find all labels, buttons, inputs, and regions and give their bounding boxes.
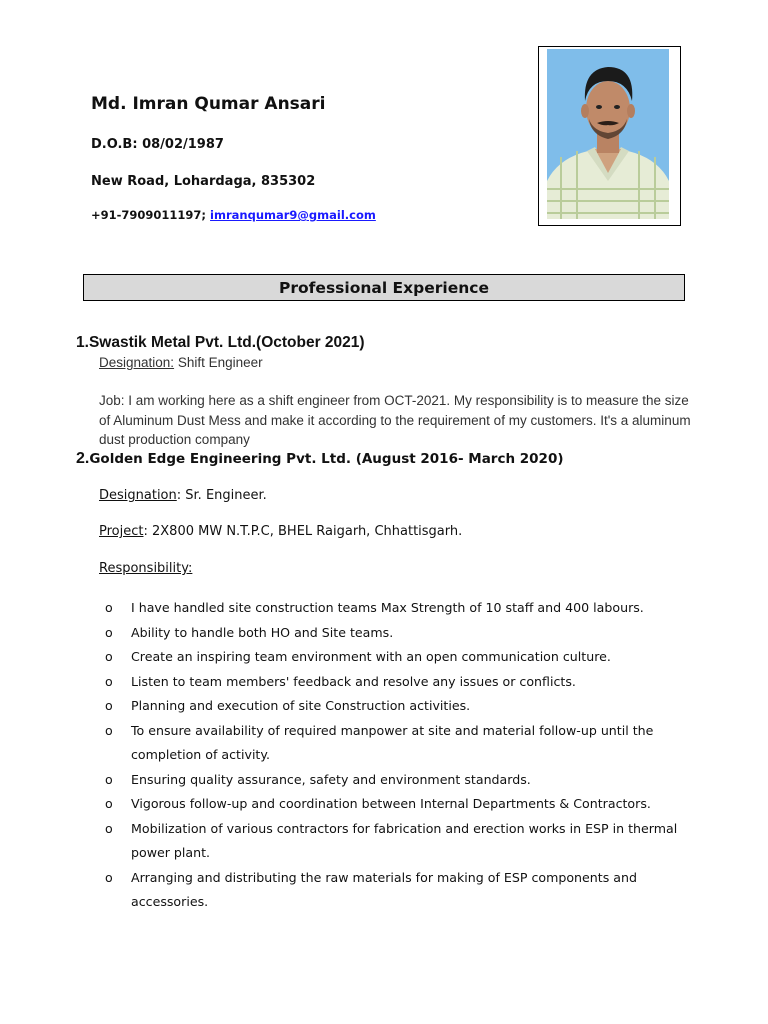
candidate-name: Md. Imran Qumar Ansari — [91, 94, 326, 114]
profile-photo — [547, 49, 669, 219]
job-2-responsibility-colon: : — [187, 561, 193, 576]
job-1-description: Job: I am working here as a shift engineer from OCT-2021. My responsibility is to measure the size of Aluminum Dust Mess and make it according to the requirement of my customers. It's a aluminum dust production company — [99, 393, 691, 447]
contact-line — [91, 208, 376, 222]
job-2-company: Golden Edge Engineering Pvt. Ltd. (August 2016- March 2020) — [89, 451, 564, 467]
bullet-icon: o — [105, 624, 113, 640]
list-item: o Vigorous follow-up and coordination between Internal Departments & Contractors. — [105, 792, 685, 817]
bullet-icon: o — [105, 722, 113, 738]
job-1-designation-value: Shift Engineer — [174, 355, 263, 370]
phone-number: +91-7909011197; — [91, 208, 211, 222]
job-1-number: 1. — [76, 334, 89, 351]
list-item: o Ability to handle both HO and Site teams. — [105, 621, 685, 646]
bullet-icon: o — [105, 796, 113, 811]
list-item: o To ensure availability of required manpower at site and material follow-up until the completion of activity. — [105, 719, 685, 768]
section-title: Professional Experience — [279, 278, 489, 297]
bullet-icon: o — [105, 869, 113, 885]
address: New Road, Lohardaga, 835302 — [91, 174, 316, 189]
job-2-project — [99, 524, 462, 539]
job-1-designation-label: Designation: — [99, 355, 175, 370]
job-1-title — [76, 334, 365, 352]
bullet-icon: o — [105, 820, 113, 836]
list-item: o Planning and execution of site Construction activities. — [105, 694, 685, 719]
date-of-birth: D.O.B: 08/02/1987 — [91, 137, 224, 152]
job-2-project-label: Project — [99, 524, 144, 539]
job-2-designation-label: Designation — [99, 488, 177, 503]
job-2-responsibility-heading — [99, 561, 192, 576]
job-2-project-value: : 2X800 MW N.T.P.C, BHEL Raigarh, Chhattisgarh. — [143, 524, 463, 539]
job-2-title — [76, 450, 564, 468]
list-item: o Create an inspiring team environment with an open communication culture. — [105, 645, 685, 670]
job-2-designation — [99, 488, 267, 503]
job-2-designation-value: : Sr. Engineer. — [176, 488, 267, 503]
profile-photo-frame — [538, 46, 681, 226]
list-item: o Arranging and distributing the raw materials for making of ESP components and accessories. — [105, 866, 685, 915]
job-2-number: 2. — [76, 450, 90, 467]
list-item: o Listen to team members' feedback and resolve any issues or conflicts. — [105, 670, 685, 695]
bullet-icon: o — [105, 600, 113, 615]
job-2-responsibility-label: Responsibility — [99, 561, 188, 576]
list-item: o Ensuring quality assurance, safety and environment standards. — [105, 768, 685, 793]
section-header-professional-experience — [83, 274, 685, 301]
list-item: o Mobilization of various contractors for fabrication and erection works in ESP in thermal power plant. — [105, 817, 685, 866]
bullet-icon: o — [105, 771, 113, 787]
person-portrait-image — [547, 49, 669, 219]
bullet-icon: o — [105, 698, 113, 713]
responsibility-list — [105, 596, 685, 915]
bullet-icon: o — [105, 673, 113, 689]
list-item: o I have handled site construction teams Max Strength of 10 staff and 400 labours. — [105, 596, 685, 621]
job-1-company: Swastik Metal Pvt. Ltd.(October 2021) — [88, 334, 365, 351]
bullet-icon: o — [105, 649, 113, 664]
job-1-designation — [99, 355, 263, 370]
email-link[interactable]: imranqumar9@gmail.com — [210, 208, 376, 222]
